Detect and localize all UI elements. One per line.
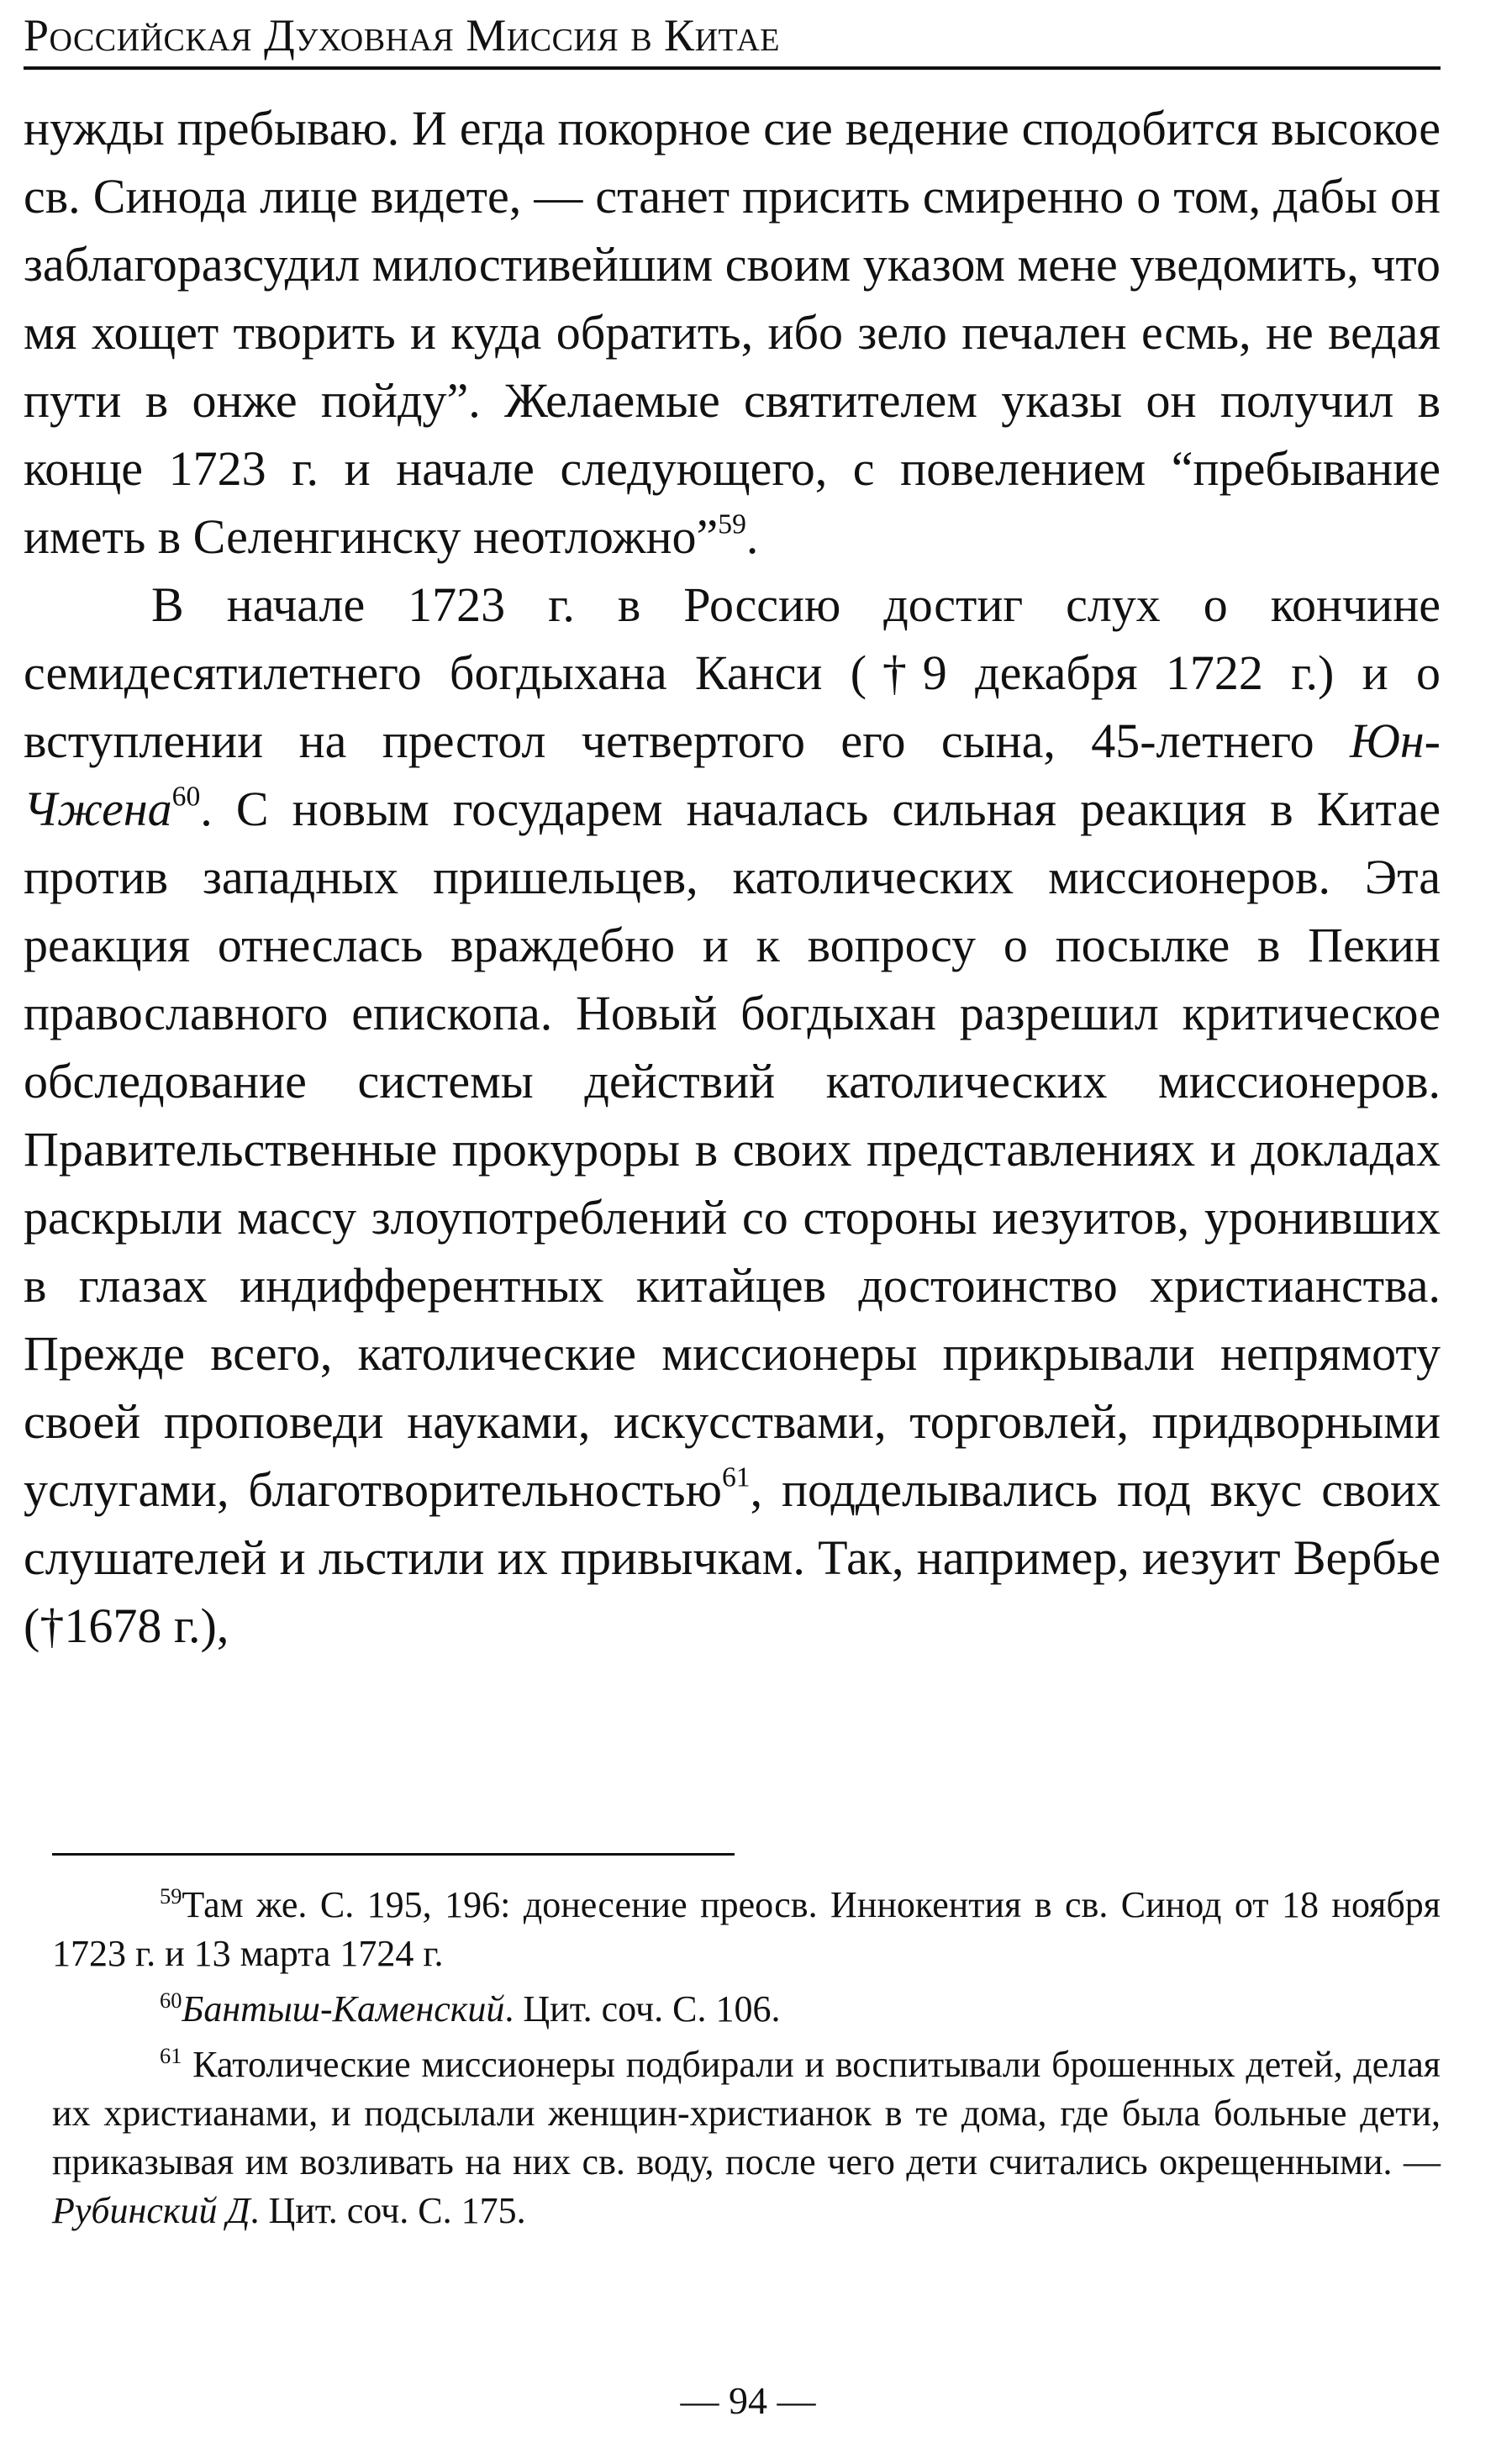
footnote-59-number: 59 <box>160 1883 182 1909</box>
paragraph-1 <box>24 94 1441 571</box>
footnote-61-end: . Цит. соч. С. 175. <box>250 2190 526 2231</box>
footnote-59-text: Там же. С. 195, 196: донесение преосв. Иннокентия в св. Синод от 18 ноября 1723 г. и 13 марта 1724 г. <box>52 1884 1441 1974</box>
main-text <box>24 94 1441 1660</box>
paragraph-2-text-b: . С новым государем началась сильная реакция в Китае против западных пришельцев, католических миссионеров. Эта реакция отнеслась враждебно и к вопросу о посылке в Пекин православного епископа. Новый богдыхан разрешил критическое обследование системы действий католических миссионеров. Правительственные прокуроры в своих представлениях и докладах раскрыли массу злоупотреблений со стороны иезуитов, уронивших в глазах индифферентных китайцев достоинство христианства. Прежде всего, католические миссионеры прикрывали непрямоту своей проповеди науками, искусствами, торговлей, придворными услугами, благотворительностью <box>24 782 1441 1517</box>
footnote-61 <box>52 2040 1441 2235</box>
paragraph-2-text-c: , подделывались под вкус своих слушателей и льстили их привычкам. Так, например, иезуит Вербье (†1678 г.), <box>24 1462 1441 1653</box>
footnote-59 <box>52 1881 1441 1978</box>
running-header-title: Российская Духовная Миссия в Китае <box>24 10 780 61</box>
footnote-ref-60: 60 <box>171 781 201 813</box>
footnote-divider <box>52 1853 735 1856</box>
page-number: — 94 — <box>680 2379 816 2422</box>
footnote-60-text: . Цит. соч. С. 106. <box>504 1988 781 2030</box>
paragraph-1-text: нужды пребываю. И егда покорное сие ведение сподобится высокое св. Синода лице видете, — станет присить смиренно о том, дабы он заблагоразсудил милостивейшим своим указом мене уведомить, что мя хощет творить и куда обратить, ибо зело печален есмь, не ведая пути в онже пойду”. Желаемые святителем указы он получил в конце 1723 г. и начале следующего, с повелением “пребывание иметь в Селенгинску неотложно” <box>24 101 1441 564</box>
footnote-60 <box>52 1985 1441 2034</box>
footnote-61-number: 61 <box>160 2043 182 2069</box>
footnote-ref-61: 61 <box>721 1461 751 1493</box>
footnote-61-author: Рубинский Д <box>52 2190 250 2231</box>
running-header <box>24 12 1441 70</box>
footnotes <box>52 1881 1441 2242</box>
paragraph-1-end: . <box>745 509 759 564</box>
paragraph-2-text-a: В начале 1723 г. в Россию достиг слух о кончине семидесятилетнего богдыхана Канси (†9 декабря 1722 г.) и о вступлении на престол четвертого его сына, 45-летнего <box>24 577 1441 768</box>
footnote-ref-59: 59 <box>718 508 746 540</box>
footnote-61-text: Католические миссионеры подбирали и воспитывали брошенных детей, делая их христианами, и подсылали женщин-христианок в те дома, где была больные дети, приказывая им возливать на них св. воду, после чего дети считались окрещенными. — <box>52 2044 1441 2182</box>
footnote-60-author: Бантыш-Каменский <box>182 1988 505 2030</box>
name-yun-zhen: Юн-Чжена <box>24 713 1441 836</box>
paragraph-2 <box>24 571 1441 1660</box>
footnote-60-number: 60 <box>160 1988 182 2014</box>
